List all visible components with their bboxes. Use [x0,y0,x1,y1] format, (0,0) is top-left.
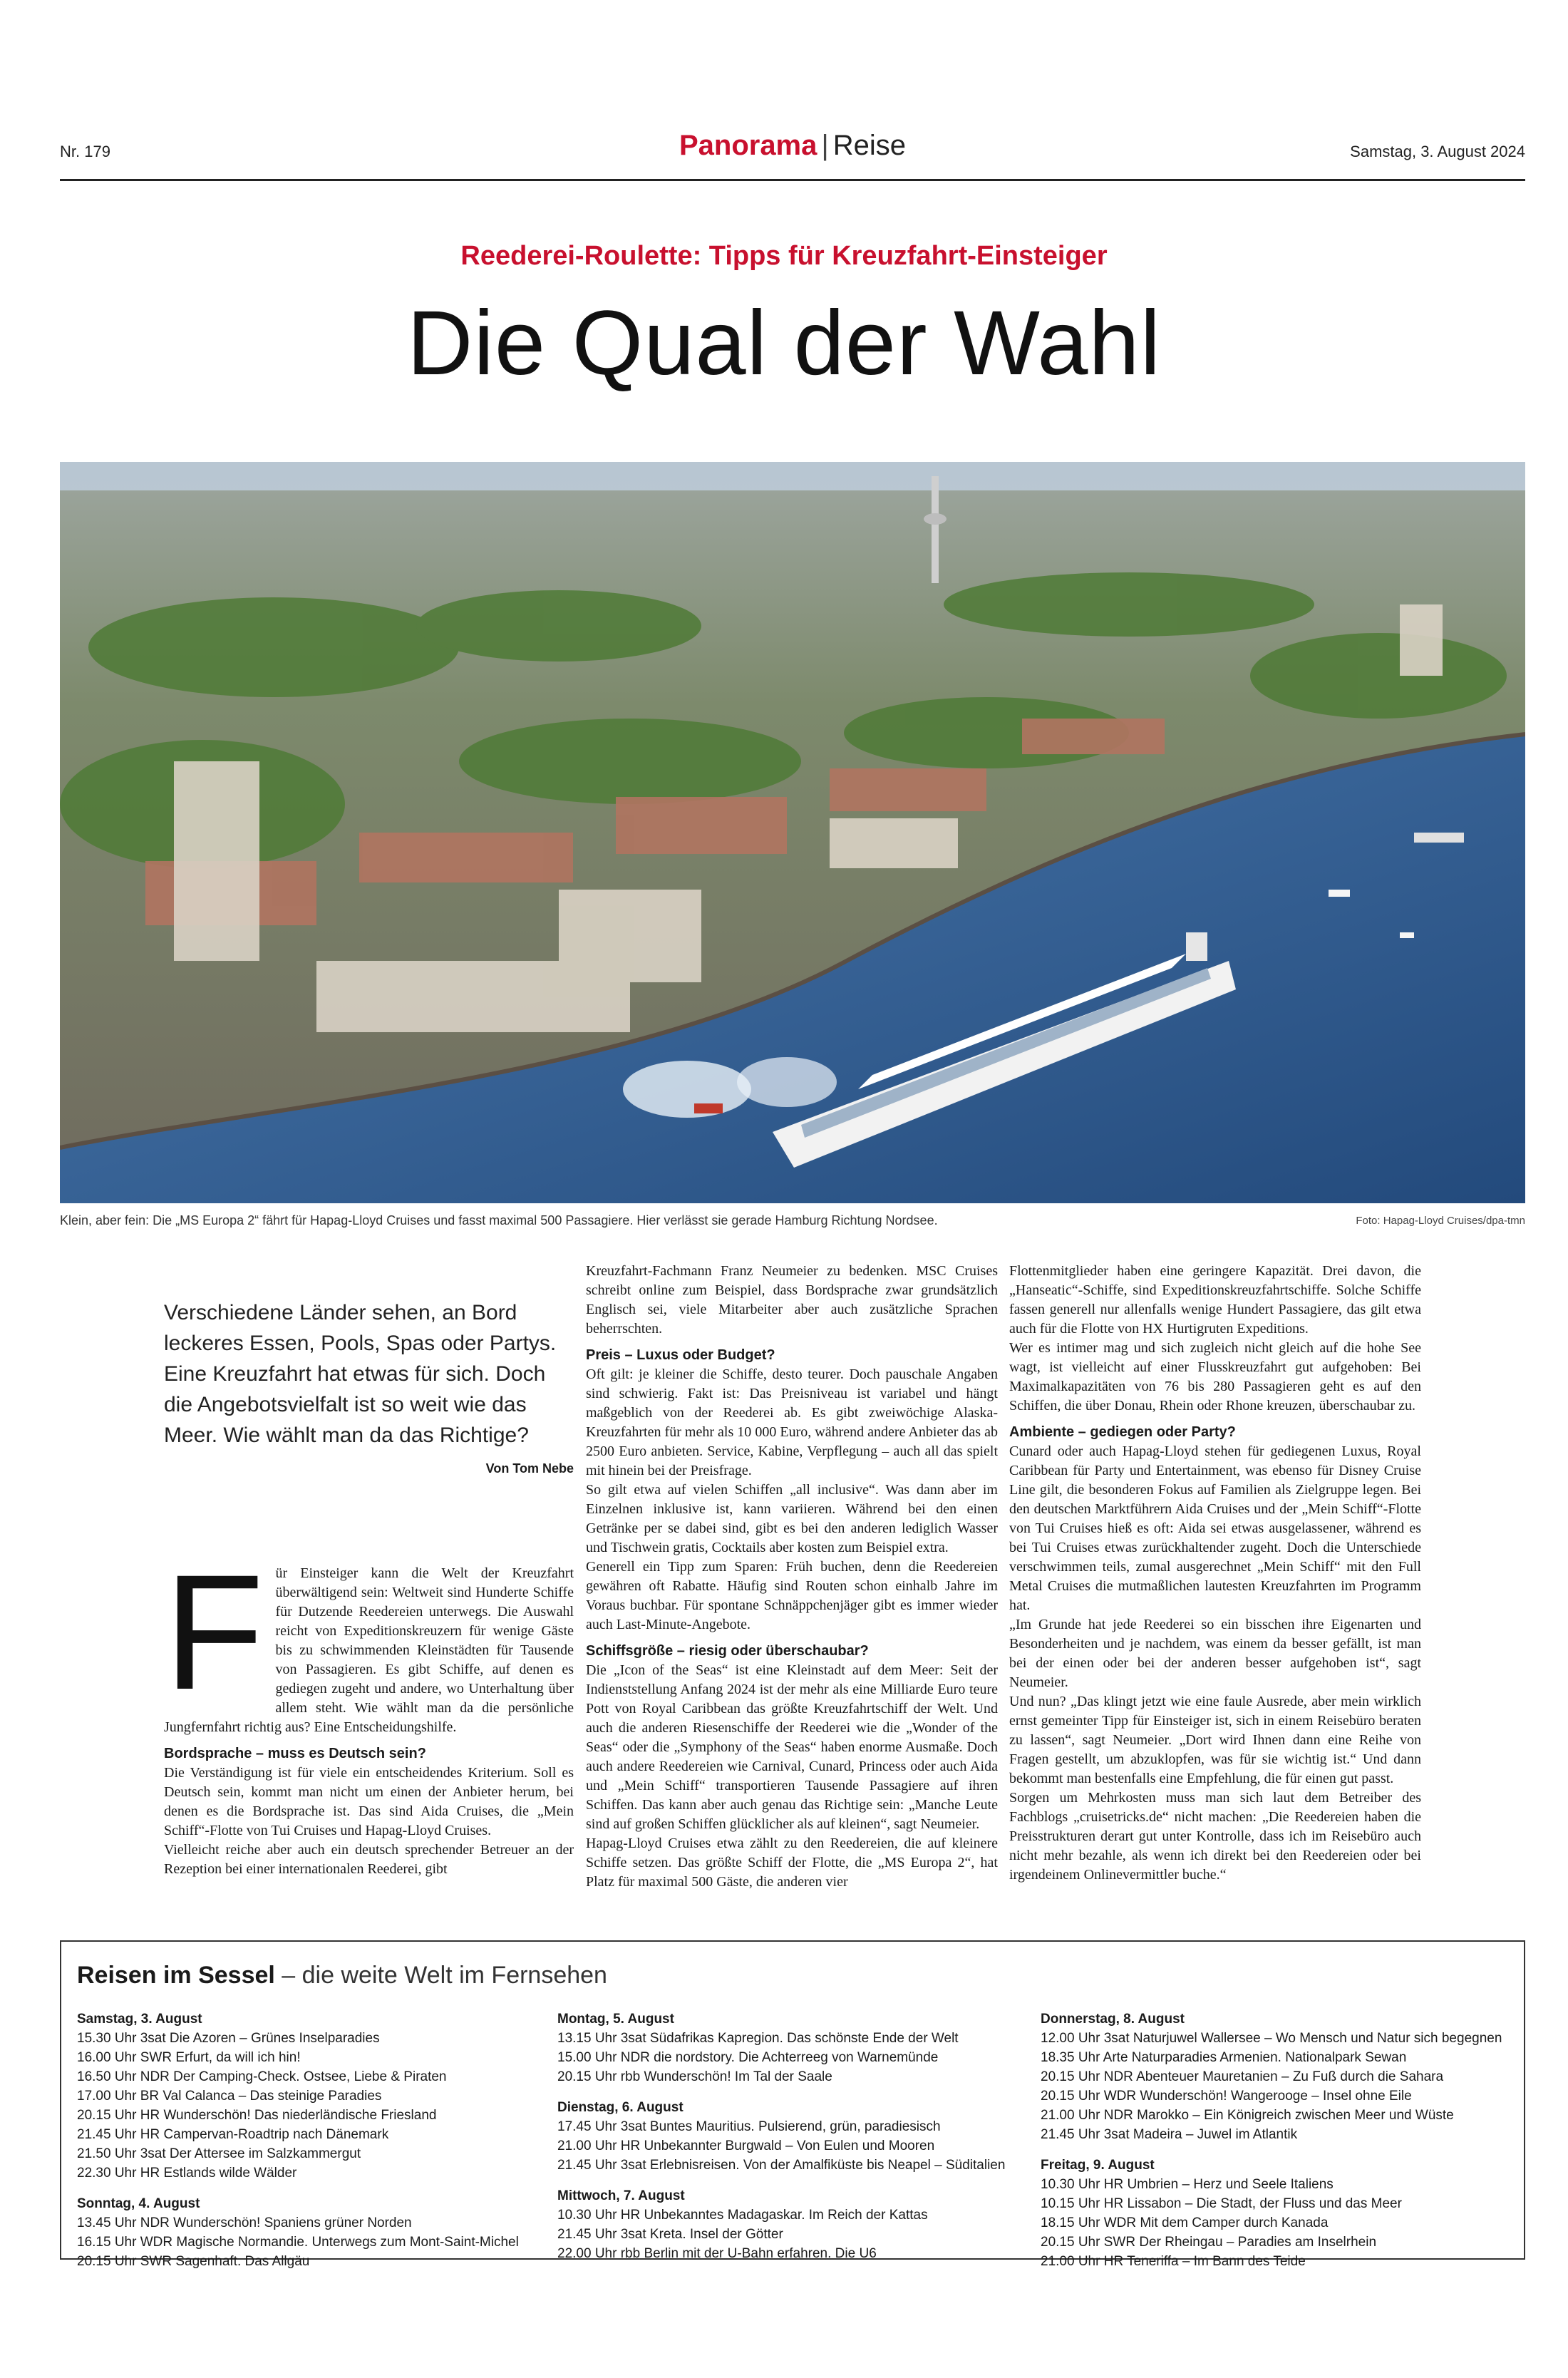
lead-text: ür Einsteiger kann die Welt der Kreuzfahrt überwältigend sein: Weltweit sind Hunderte Schiffe für Dutzende Reedereien unterwegs. Die Auswahl reicht von Expeditionskreuzern für wenige Gäste bis zu schwimmenden Kleinstädten für Tausende von Passagieren. Es gibt Schiffe, auf denen es gediegen zugeht und andere, wo Unterhaltung über allem steht. Wie wählt man da die persönliche Jungfernfahrt richtig aus? Eine Entscheidungshilfe. [164,1565,574,1735]
tv-listing: 18.15 Uhr WDR Mit dem Camper durch Kanada [1041,2215,1329,2230]
paragraph: Kreuzfahrt-Fachmann Franz Neumeier zu bedenken. MSC Cruises schreibt online zum Beispiel, dass Bordsprache zwar grundsätzlich Englisch sei, viele Mitarbeiter aber auch zusätzliche Sprachen beherrschten. [586,1263,998,1337]
article-byline: Von Tom Nebe [485,1461,574,1476]
tv-listing: 20.15 Uhr SWR Sagenhaft. Das Allgäu [77,2254,310,2269]
tv-box-title [77,1962,1508,1990]
tv-day-heading: Donnerstag, 8. August [1041,2012,1185,2027]
tv-title-sub: – die weite Welt im Fernsehen [274,1962,607,1989]
tv-listing: 20.15 Uhr HR Wunderschön! Das niederländische Friesland [77,2108,437,2123]
subsection-name: Reise [832,130,907,161]
subheading-schiffsgroesse: Schiffsgröße – riesig oder überschaubar? [586,1643,869,1659]
subheading-bordsprache: Bordsprache – muss es Deutsch sein? [164,1746,426,1761]
tv-listing: 10.30 Uhr HR Unbekanntes Madagaskar. Im Reich der Kattas [557,2208,928,2223]
tv-day-heading: Mittwoch, 7. August [557,2188,685,2203]
tv-listing: 17.00 Uhr BR Val Calanca – Das steinige Paradies [77,2089,382,2104]
paragraph: Wer es intimer mag und sich zugleich nicht gleich auf die hohe See wagt, ist vielleicht auf einer Flusskreuzfahrt gut aufgehoben: Bei Maximalkapazitäten von 76 bis 280 Passagieren geht es auf den Schiffen, die über Donau, Rhein oder Rhone kreuzen, überschaubar zu. [1009,1340,1421,1414]
tv-listing: 21.00 Uhr NDR Marokko – Ein Königreich zwischen Meer und Wüste [1041,2108,1454,2123]
tv-listings-box [60,1940,1525,2269]
tv-listing: 21.45 Uhr HR Campervan-Roadtrip nach Dänemark [77,2127,389,2142]
tv-listing: 20.15 Uhr WDR Wunderschön! Wangerooge – Insel ohne Eile [1041,2089,1412,2104]
paragraph: Generell ein Tipp zum Sparen: Früh buchen, denn die Reedereien gewähren oft Rabatte. Häufig sind Routen schon einhalb Jahre im Voraus buchbar. Für spontane Schnäppchenjäger gibt es immer wieder auch Last-Minute-Angebote. [586,1559,998,1632]
tv-day-heading: Dienstag, 6. August [557,2100,684,2115]
article-column-2 [586,1262,998,1892]
tv-listing: 21.45 Uhr 3sat Madeira – Juwel im Atlantik [1041,2127,1298,2142]
issue-number: Nr. 179 [60,143,110,160]
tv-listing: 21.45 Uhr 3sat Kreta. Insel der Götter [557,2227,783,2242]
paragraph: Und nun? „Das klingt jetzt wie eine faule Ausrede, aber mein wirklich ernst gemeinter Tipp für Einsteiger ist, sich in einem Reisebüro beraten zu lassen“, sagt Neumeier. „Dort wird Ihnen dann eine Reihe von Fragen gestellt, um abzuklopfen, was für sie wichtig ist.“ Und dann bekommt man bestenfalls eine Empfehlung, die für einen gut passt. [1009,1694,1421,1786]
paragraph: Flottenmitglieder haben eine geringere Kapazität. Drei davon, die „Hanseatic“-Schiffe, sind Expeditionskreuzfahrtschiffe. Solche Schiffe fassen generell nur allenfalls wenige Hundert Passagiere, das gilt etwa auch für die Flotte von HX Hurtigruten Expeditions. [1009,1263,1421,1337]
article-column-1 [164,1297,574,1879]
tv-listing: 16.50 Uhr NDR Der Camping-Check. Ostsee, Liebe & Piraten [77,2069,447,2084]
paragraph: Sorgen um Mehrkosten muss man sich laut dem Betreiber des Fachblogs „cruisetricks.de“ nicht machen: „Die Reedereien haben die Preisstrukturen derart gut unter Kontrolle, dass ich im Reisebüro auch nicht mehr bezahle, als wenn ich direkt bei den Reedereien oder bei irgendeinem Onlinevermittler buche.“ [1009,1790,1421,1883]
article-intro: Verschiedene Länder sehen, an Bord leckeres Essen, Pools, Spas oder Partys. Eine Kreuzfahrt hat etwas für sich. Doch die Angebotsvielfalt ist so weit wie das Meer. Wie wählt man da das Richtige? [164,1301,557,1447]
article-lead [164,1540,574,1737]
harbour-aerial-image [60,462,1525,1203]
article-kicker: Reederei-Roulette: Tipps für Kreuzfahrt-Einsteiger [460,241,1108,271]
page-header [60,123,1525,181]
tv-listing: 16.00 Uhr SWR Erfurt, da will ich hin! [77,2050,301,2065]
tv-title-main: Reisen im Sessel [77,1962,275,1989]
tv-listing: 13.15 Uhr 3sat Südafrikas Kapregion. Das schönste Ende der Welt [557,2031,959,2046]
subheading-preis: Preis – Luxus oder Budget? [586,1347,775,1363]
paragraph: Die „Icon of the Seas“ ist eine Kleinstadt auf dem Meer: Seit der Indienststellung Anfang 2024 ist der mehr als eine Milliarde Euro teure Pott von Royal Caribbean das größte Kreuzfahrtschiff der Welt. Und auch die anderen Riesenschiffe der Reederei wie die „Wonder of the Seas“ oder die „Symphony of the Seas“ haben enorme Ausmaße. Doch auch andere Reedereien wie Carnival, Cunard, Princess oder auch Aida und „Mein Schiff“ transportieren Tausende Passagiere auf ihren Schiffen. Das kann aber auch genau das Richtige sein: „Manche Leute sind auf großen Schiffen glücklicher als auf kleinen“, sagt Neumeier. [586,1662,998,1832]
tv-listing: 10.15 Uhr HR Lissabon – Die Stadt, der Fluss und das Meer [1041,2196,1402,2211]
tv-column-2 [557,2009,1028,2263]
tv-listing: 22.00 Uhr rbb Berlin mit der U-Bahn erfahren. Die U6 [557,2246,877,2261]
tv-listing: 10.30 Uhr HR Umbrien – Herz und Seele Italiens [1041,2177,1334,2192]
photo-credit: Foto: Hapag-Lloyd Cruises/dpa-tmn [1356,1215,1525,1227]
tv-listing: 21.50 Uhr 3sat Der Attersee im Salzkammergut [77,2146,361,2161]
tv-listing: 21.00 Uhr HR Teneriffa – Im Bann des Teide [1041,2254,1306,2269]
tv-column-3 [1041,2009,1511,2271]
tv-listing: 22.30 Uhr HR Estlands wilde Wälder [77,2166,297,2181]
paragraph: „Im Grunde hat jede Reederei so ein bisschen ihre Eigenarten und Besonderheiten und je nachdem, was einem da besser gefällt, ist man bei der einen oder bei der anderen besser aufgehoben ist“, sagt Neumeier. [1009,1617,1421,1690]
tv-day-heading: Montag, 5. August [557,2012,674,2027]
tv-listing: 17.45 Uhr 3sat Buntes Mauritius. Pulsierend, grün, paradiesisch [557,2119,941,2134]
tv-day-heading: Freitag, 9. August [1041,2158,1155,2173]
issue-date: Samstag, 3. August 2024 [1350,143,1525,160]
tv-listing: 20.15 Uhr NDR Abenteuer Mauretanien – Zu Fuß durch die Sahara [1041,2069,1444,2084]
tv-listing: 15.00 Uhr NDR die nordstory. Die Achterreeg von Warnemünde [557,2050,939,2065]
tv-listing: 21.45 Uhr 3sat Erlebnisreisen. Von der Amalfiküste bis Neapel – Süditalien [557,2158,1006,2173]
paragraph: Vielleicht reiche aber auch ein deutsch sprechender Betreuer an der Rezeption bei einer internationalen Reederei, gibt [164,1842,574,1877]
article-headline: Die Qual der Wahl [407,292,1161,394]
paragraph: So gilt etwa auf vielen Schiffen „all inclusive“. Was dann aber im Einzelnen inklusive ist, kann variieren. Während bei den einen Getränke per se dabei sind, gibt es bei den anderen lediglich Wasser und Tischwein gratis, Cocktails aber kosten zum Beispiel extra. [586,1482,998,1555]
section-separator: | [821,130,829,161]
section-name: Panorama [679,130,817,161]
tv-listing: 20.15 Uhr SWR Der Rheingau – Paradies am Inselrhein [1041,2235,1377,2250]
article-column-3 [1009,1262,1421,1885]
tv-column-1 [77,2009,547,2271]
tv-listing: 15.30 Uhr 3sat Die Azoren – Grünes Inselparadies [77,2031,380,2046]
paragraph: Die Verständigung ist für viele ein entscheidendes Kriterium. Soll es Deutsch sein, kommt man nicht um einen der Anbieter herum, bei denen es die Bordsprache ist. Das sind Aida Cruises, die „Mein Schiff“-Flotte von Tui Cruises und Hapag-Lloyd Cruises. [164,1765,574,1838]
paragraph: Hapag-Lloyd Cruises etwa zählt zu den Reedereien, die auf kleinere Schiffe setzen. Das größte Schiff der Flotte, die „MS Europa 2“, hat Platz für maximal 500 Gäste, die anderen vier [586,1836,998,1890]
paragraph: Oft gilt: je kleiner die Schiffe, desto teurer. Doch pauschale Angaben sind schwierig. Fakt ist: Das Preisniveau ist variabel und hängt maßgeblich von der Reederei ab. Es gibt zweiwöchige Alaska-Kreuzfahrten für mehr als 10 000 Euro, während andere Anbieter das ab 2500 Euro anbieten. Service, Kabine, Verpflegung – auch all das spielt mit hinein bei der Preisfrage. [586,1366,998,1478]
tv-listing: 20.15 Uhr rbb Wunderschön! Im Tal der Saale [557,2069,832,2084]
tv-listing: 13.45 Uhr NDR Wunderschön! Spaniens grüner Norden [77,2215,412,2230]
tv-columns [77,2009,1508,2269]
tv-day-heading: Samstag, 3. August [77,2012,202,2027]
article-photo [60,462,1525,1203]
drop-cap: F [164,1540,264,1724]
paragraph: Cunard oder auch Hapag-Lloyd stehen für gediegenen Luxus, Royal Caribbean für Party und Entertainment, was ebenso für Disney Cruise Line gilt, die besonderen Fokus auf Familien als Zielgruppe legen. Bei den deutschen Marktführern Aida Cruises und der „Mein Schiff“-Flotte von Tui Cruises hieß es oft: Aida sei etwas ausgelassener, während es bei Tui Cruises etwas zurückhaltender zugeht. Doch die Unterschiede verschwimmen teils, zumal ausgerechnet „Mein Schiff“ mit den Full Metal Cruises die mutmaßlichen lautesten Kreuzfahrten im Programm hat. [1009,1443,1421,1613]
subheading-ambiente: Ambiente – gediegen oder Party? [1009,1424,1236,1440]
tv-day-heading: Sonntag, 4. August [77,2196,200,2211]
tv-listing: 21.00 Uhr HR Unbekannter Burgwald – Von Eulen und Mooren [557,2138,935,2153]
photo-caption: Klein, aber fein: Die „MS Europa 2“ fährt für Hapag-Lloyd Cruises und fasst maximal 500 Passagiere. Hier verlässt sie gerade Hamburg Richtung Nordsee. [60,1213,938,1227]
tv-listing: 18.35 Uhr Arte Naturparadies Armenien. Nationalpark Sewan [1041,2050,1407,2065]
tv-listing: 12.00 Uhr 3sat Naturjuwel Wallersee – Wo Mensch und Natur sich begegnen [1041,2031,1502,2046]
tv-listing: 16.15 Uhr WDR Magische Normandie. Unterwegs zum Mont-Saint-Michel [77,2235,519,2250]
section-label [60,130,1525,162]
